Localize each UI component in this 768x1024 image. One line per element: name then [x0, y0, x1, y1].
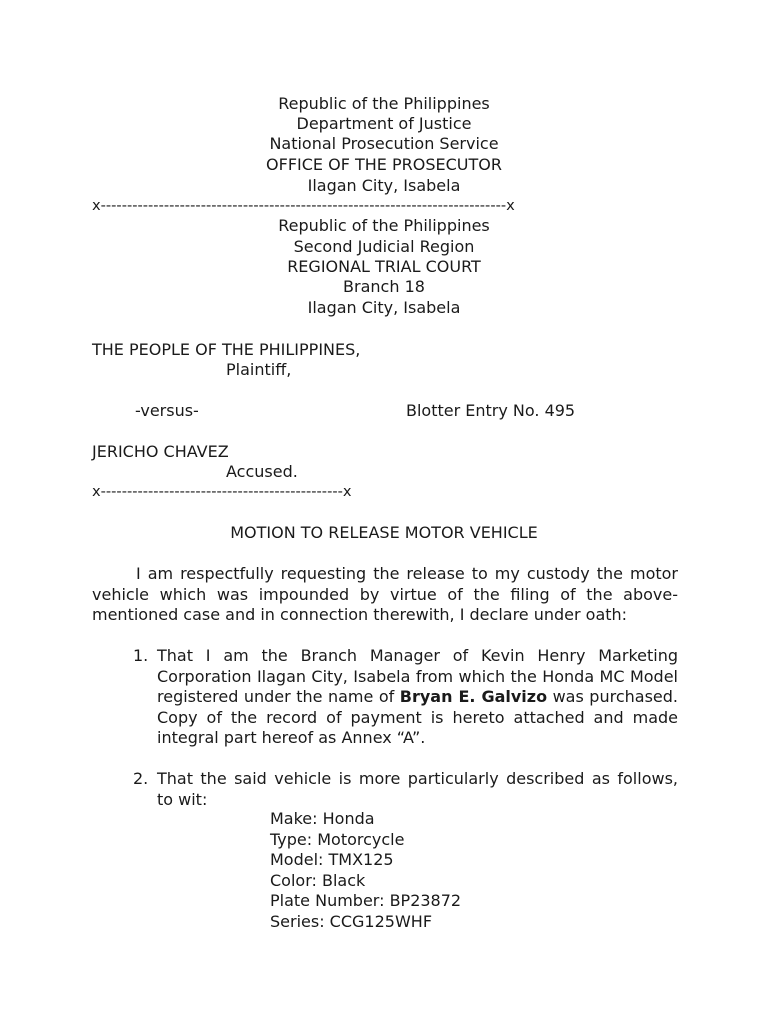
divider-long: x-----------------------------------------------------------------------------x: [92, 197, 515, 214]
intro-paragraph: I am respectfully requesting the release to my custody the motor vehicle which was impounded by virtue of the filing of the above-mentioned case and in connection therewith, I declare under oath:: [92, 564, 678, 624]
plaintiff-role: Plaintiff,: [226, 360, 292, 379]
prosecutor-header-location: Ilagan City, Isabela: [307, 176, 461, 195]
vehicle-make: Make: Honda: [270, 809, 375, 828]
item-number: 1.: [133, 646, 149, 665]
item-body: [157, 646, 678, 749]
court-header-region: Second Judicial Region: [293, 237, 475, 256]
registered-owner-name: Bryan E. Galvizo: [399, 687, 548, 706]
accused-name: JERICHO CHAVEZ: [92, 442, 229, 461]
divider-short: x----------------------------------------------x: [92, 483, 352, 500]
item-text-after: was purchased. Copy of the record of payment is hereto attached and made integral part hereof as Annex “A”.: [157, 687, 678, 747]
prosecutor-header-department: Department of Justice: [296, 114, 472, 133]
accused-role: Accused.: [226, 462, 298, 481]
prosecutor-header-office: OFFICE OF THE PROSECUTOR: [266, 155, 502, 174]
vehicle-type: Type: Motorcycle: [270, 830, 405, 849]
item-text-before: That I am the Branch Manager of Kevin Henry Marketing Corporation Ilagan City, Isabela from which the Honda MC Model registered under the name of: [157, 646, 678, 706]
court-header-republic: Republic of the Philippines: [278, 216, 490, 235]
item-body: That the said vehicle is more particularly described as follows, to wit:: [157, 769, 678, 809]
vehicle-color: Color: Black: [270, 871, 366, 890]
court-header-court: REGIONAL TRIAL COURT: [287, 257, 481, 276]
prosecutor-header-service: National Prosecution Service: [269, 134, 499, 153]
item-number: 2.: [133, 769, 149, 788]
vehicle-plate: Plate Number: BP23872: [270, 891, 462, 910]
motion-title: MOTION TO RELEASE MOTOR VEHICLE: [230, 523, 538, 542]
numbered-item-1: [133, 646, 678, 749]
court-header-location: Ilagan City, Isabela: [307, 298, 461, 317]
vehicle-model: Model: TMX125: [270, 850, 394, 869]
court-header-branch: Branch 18: [343, 277, 425, 296]
plaintiff-name: THE PEOPLE OF THE PHILIPPINES,: [92, 340, 361, 359]
prosecutor-header-republic: Republic of the Philippines: [278, 94, 490, 113]
vehicle-series: Series: CCG125WHF: [270, 912, 433, 931]
numbered-item-2: [133, 769, 678, 810]
versus-label: -versus-: [135, 401, 199, 420]
blotter-entry: Blotter Entry No. 495: [406, 401, 576, 420]
